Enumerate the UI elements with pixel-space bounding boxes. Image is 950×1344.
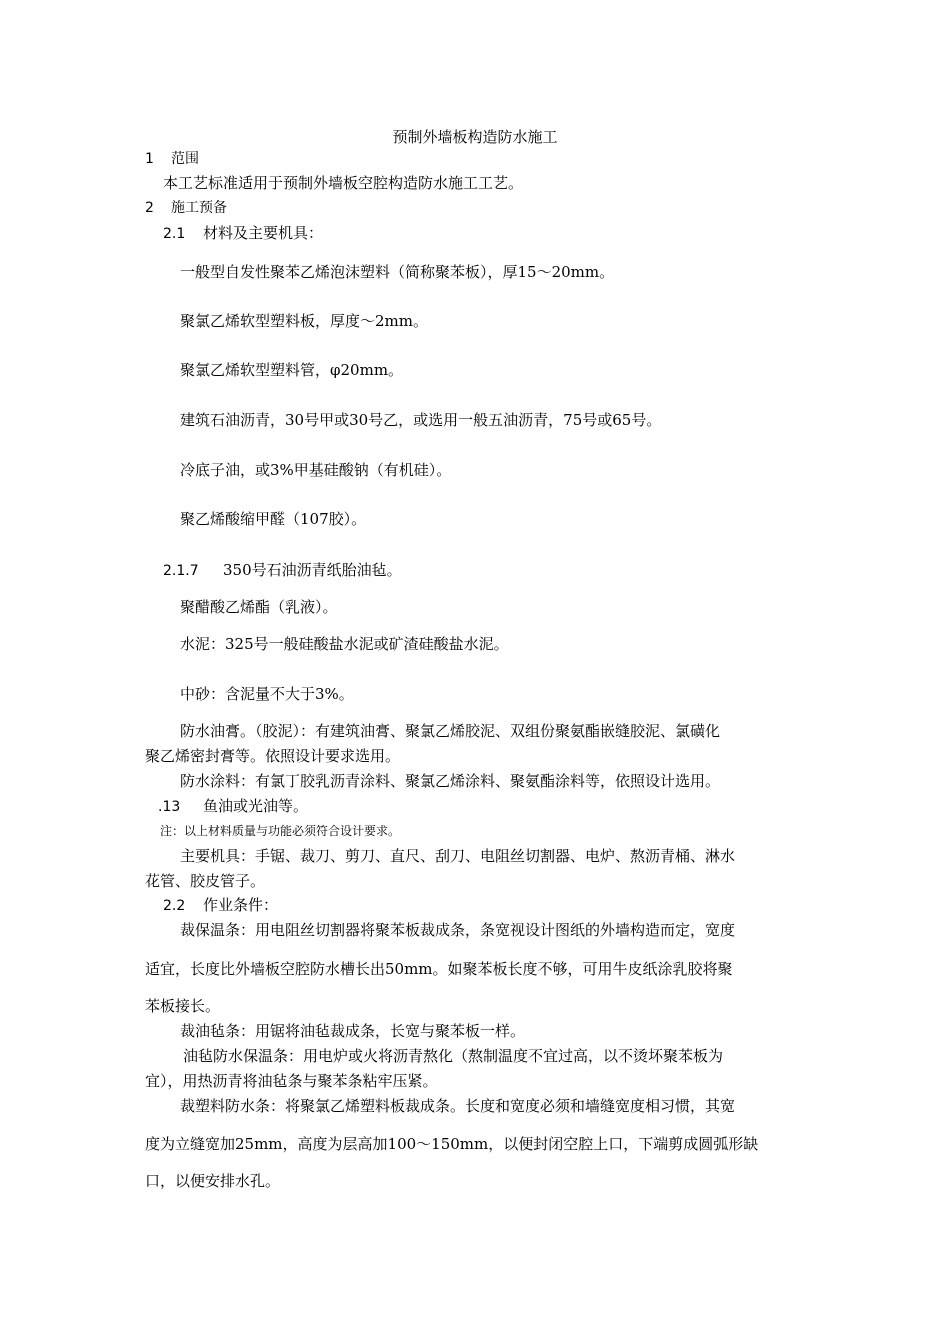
list-item: 一般型自发性聚苯乙烯泡沫塑料（简称聚苯板），厚15～20mm。 xyxy=(180,263,615,281)
section-number: 2.1 xyxy=(163,226,186,242)
list-item: 水泥：325号一般硅酸盐水泥或矿渣硅酸盐水泥。 xyxy=(180,635,509,653)
list-item: 聚氯乙烯软型塑料管，φ20mm。 xyxy=(180,361,404,379)
paragraph: 主要机具：手锯、裁刀、剪刀、直尺、刮刀、电阻丝切割器、电炉、熬沥青桶、淋水 xyxy=(180,847,736,865)
subsection-2-1-heading xyxy=(163,223,323,244)
list-item: 聚乙烯酸缩甲醛（107胶）。 xyxy=(180,510,367,528)
section-title: 材料及主要机具： xyxy=(203,224,324,242)
item-2-1-7 xyxy=(163,560,402,581)
item-number: 2.1.7 xyxy=(163,563,199,579)
paragraph: 裁保温条：用电阻丝切割器将聚苯板裁成条，条宽视设计图纸的外墙构造而定，宽度 xyxy=(180,921,736,939)
section-title: 施工预备 xyxy=(171,200,227,216)
section-title: 作业条件： xyxy=(203,896,279,914)
section-title: 范围 xyxy=(171,151,199,167)
paragraph: 口，以便安排水孔。 xyxy=(145,1172,281,1190)
paragraph: 油毡防水保温条：用电炉或火将沥青熬化（熬制温度不宜过高，以不烫坏聚苯板为 xyxy=(183,1047,724,1065)
paragraph: 防水油膏。（胶泥）：有建筑油膏、聚氯乙烯胶泥、双组份聚氨酯嵌缝胶泥、氯磺化 xyxy=(180,722,721,740)
section-number: 2.2 xyxy=(163,898,186,914)
paragraph: 防水涂料：有氯丁胶乳沥青涂料、聚氯乙烯涂料、聚氨酯涂料等，依照设计选用。 xyxy=(180,772,721,790)
paragraph: 裁油毡条：用锯将油毡裁成条，长宽与聚苯板一样。 xyxy=(180,1022,526,1040)
list-item: 中砂：含泥量不大于3%。 xyxy=(180,685,354,703)
paragraph: 聚乙烯密封膏等。依照设计要求选用。 xyxy=(145,747,401,765)
paragraph: 花管、胶皮管子。 xyxy=(145,872,266,890)
paragraph: 宜），用热沥青将油毡条与聚苯条粘牢压紧。 xyxy=(145,1072,438,1090)
section-number: 2 xyxy=(145,200,154,216)
page-title: 预制外墙板构造防水施工 xyxy=(392,128,558,146)
list-item: 聚氯乙烯软型塑料板，厚度～2mm。 xyxy=(180,312,428,330)
item-text: 350号石油沥青纸胎油毡。 xyxy=(223,561,402,579)
item-13 xyxy=(158,796,308,817)
paragraph: 本工艺标准适用于预制外墙板空腔构造防水施工工艺。 xyxy=(163,174,524,192)
list-item: 冷底子油，或3%甲基硅酸钠（有机硅）。 xyxy=(180,461,452,479)
paragraph: 苯板接长。 xyxy=(145,997,221,1015)
subsection-2-2-heading xyxy=(163,895,278,916)
list-item: 聚醋酸乙烯酯（乳液）。 xyxy=(180,598,338,616)
paragraph: 适宜，长度比外墙板空腔防水槽长出50mm。如聚苯板长度不够，可用牛皮纸涂乳胶将聚 xyxy=(145,960,733,978)
item-number: .13 xyxy=(158,799,181,815)
note: 注：以上材料质量与功能必须符合设计要求。 xyxy=(160,824,401,838)
paragraph: 度为立缝宽加25mm，高度为层高加100～150mm，以便封闭空腔上口，下端剪成圆弧形缺 xyxy=(145,1135,759,1153)
paragraph: 裁塑料防水条：将聚氯乙烯塑料板裁成条。长度和宽度必须和墙缝宽度相习惯，其宽 xyxy=(180,1097,736,1115)
list-item: 建筑石油沥青，30号甲或30号乙，或选用一般五油沥青，75号或65号。 xyxy=(180,411,662,429)
item-text: 鱼油或光油等。 xyxy=(203,797,309,815)
section-2-heading xyxy=(145,198,227,218)
section-1-heading xyxy=(145,149,199,169)
section-number: 1 xyxy=(145,151,154,167)
